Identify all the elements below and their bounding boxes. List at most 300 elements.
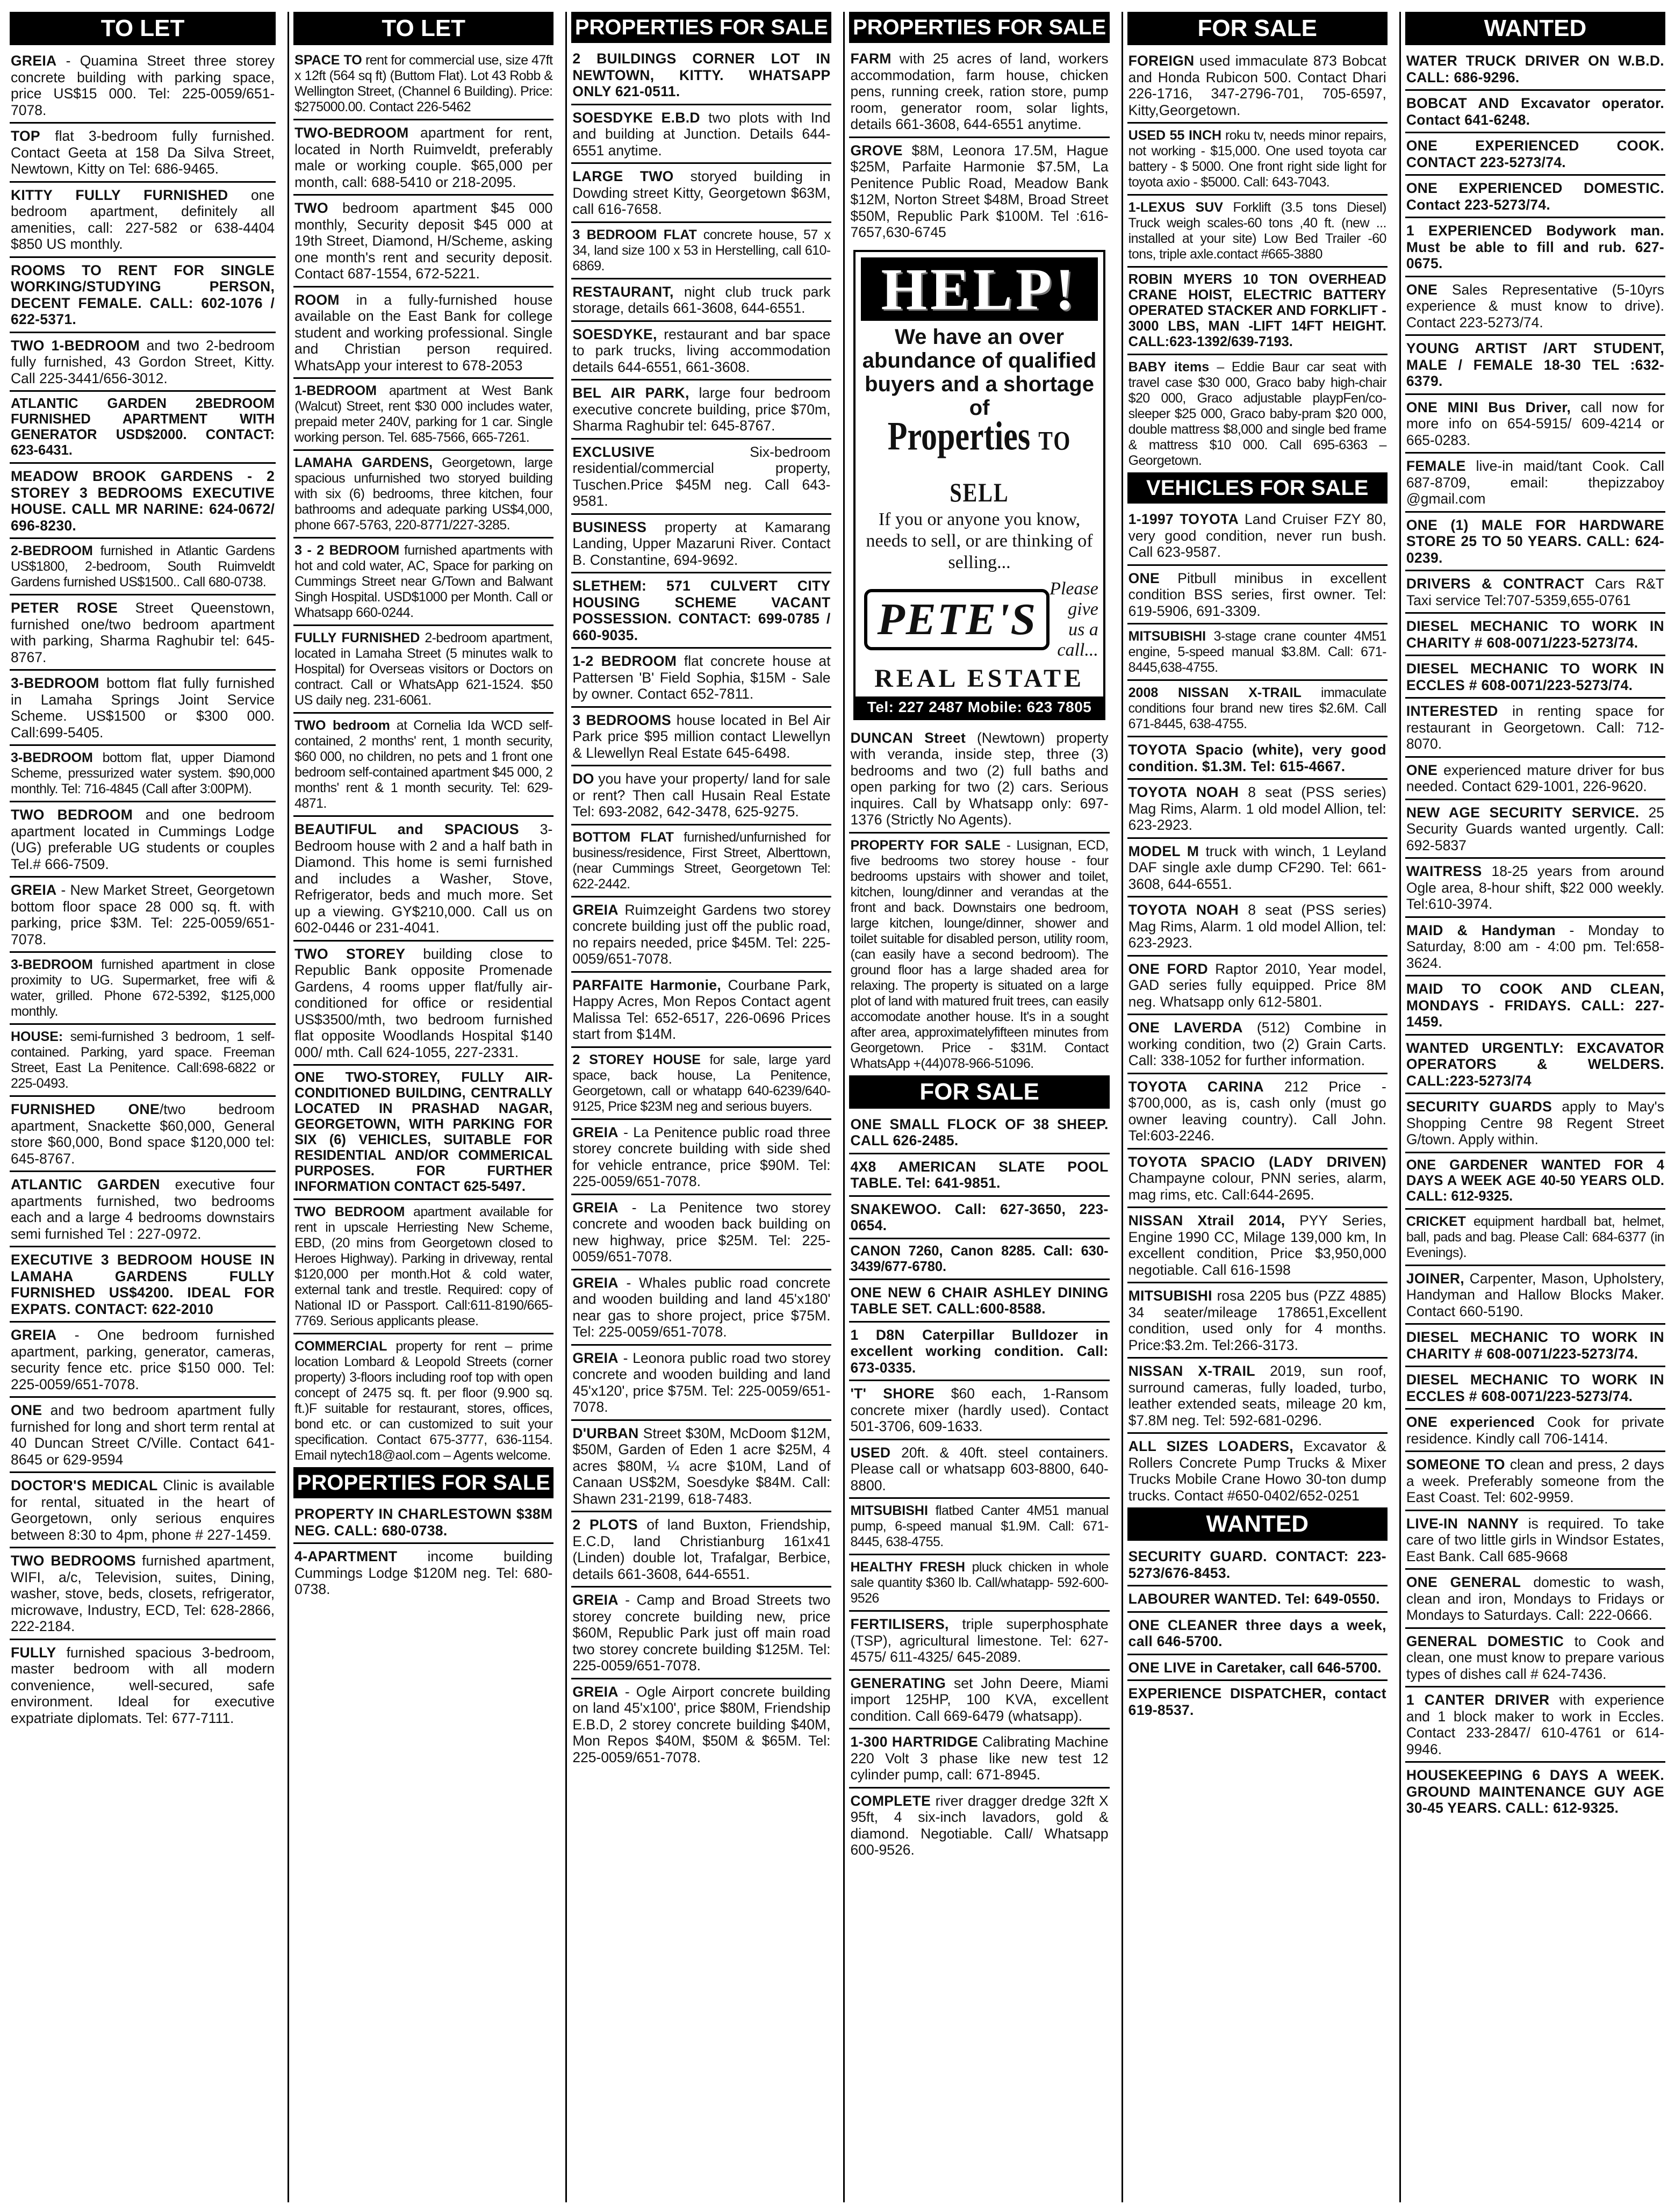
ad-keyword: ONE GENERAL	[1406, 1574, 1521, 1590]
classified-ad	[571, 897, 831, 973]
ad-keyword: MODEL M	[1128, 843, 1199, 859]
ad-text: Six-bedroom residential/commercial property, Tuschen.Price $45M neg. Call 643-9581.	[572, 443, 831, 509]
classified-ad	[571, 440, 831, 515]
ad-keyword: ONE LAVERDA	[1128, 1019, 1243, 1036]
ad-text: used immaculate 873 Bobcat and Honda Rubicon 500. Contact Dhari 226-1716, 347-2796-701, 705-6597, Kitty,Georgetown.	[1128, 53, 1386, 118]
ad-keyword: ATLANTIC GARDEN 2BEDROOM FURNISHED APARTMENT WITH GENERATOR USD$2000. CONTACT: 623-6431.	[11, 396, 275, 458]
ad-text: Sales Representative (5-10yrs experience & must know to drive). Contact 223-5273/74.	[1406, 281, 1664, 331]
help-advertisement	[853, 250, 1105, 720]
classified-ad	[1405, 758, 1665, 800]
classified-ad	[1127, 48, 1388, 124]
classified-ad	[1405, 1210, 1665, 1266]
ad-keyword: PROPERTY IN CHARLESTOWN $38M NEG. CALL: 680-0738.	[294, 1506, 553, 1539]
ad-keyword: MAID & Handyman	[1406, 922, 1556, 938]
ad-keyword: SNAKEWOO. Call: 627-3650, 223-0654.	[850, 1201, 1109, 1233]
ad-text: house located in Bel Air Park price $95 million contact Llewellyn & Llewellyn Real Estate 645-6498.	[572, 712, 831, 761]
ad-text: clean and press, 2 days a week. Preferably someone from the East Coast. Tel: 602-9959.	[1406, 1456, 1664, 1505]
classified-ad	[849, 1112, 1109, 1154]
ad-text: in Caretaker, call 646-5700.	[1196, 1659, 1382, 1676]
ad-keyword: MEADOW BROOK GARDENS - 2 STOREY 3 BEDROOMS EXECUTIVE HOUSE. CALL MR NARINE: 624-0672/ 696-8230.	[11, 468, 275, 534]
classified-ad	[1405, 1325, 1665, 1367]
ad-text: rosa 2205 bus (PZZ 4885) 34 seater/mileage 178651,Excellent condition, used only for 4 months. Price:$3.2m. Tel:266-3173.	[1128, 1288, 1386, 1353]
classified-ad	[1405, 1570, 1665, 1629]
ad-keyword: GREIA	[572, 1199, 619, 1216]
ad-text: apply to May's Shopping Centre 98 Regent Street G/town. Apply within.	[1406, 1098, 1664, 1147]
ad-keyword: JOINER,	[1406, 1270, 1464, 1287]
ad-text: - La Penitence two storey concrete and wooden back building on new highway, price $25M. Tel: 225-0059/651-7078.	[572, 1199, 831, 1265]
ad-keyword: 2 PLOTS	[572, 1517, 638, 1533]
classified-ad	[10, 1398, 276, 1473]
classified-ad	[10, 392, 276, 464]
classified-ad	[1127, 1655, 1388, 1682]
ad-keyword: ALL SIZES LOADERS,	[1128, 1438, 1293, 1454]
ad-text: furnished apartments with hot and cold water, AC, Space for parking on Cummings Street near G/Town and Balwant Singh Hospital. USD$1000 per Month. Call or Whatsapp 660-0244.	[294, 543, 553, 620]
classified-ad	[1405, 1367, 1665, 1410]
ad-keyword: SECURITY GUARDS	[1406, 1098, 1552, 1115]
ad-text: furnished apartment, WIFI, a/c, Television, suites, Dining, washer, stove, beds, closets, refrigerator, microwave, Industry, ECD, Tel: 628-2866, 222-2184.	[11, 1553, 275, 1634]
ad-text: Pitbull minibus in excellent condition BSS series, first owner. Tel: 619-5906, 691-3309.	[1128, 570, 1386, 619]
ad-keyword: 1 EXPERIENCED Bodywork man. Must be able to fill and rub. 627-0675.	[1406, 222, 1664, 271]
ad-text: Champayne colour, PNN series, alarm, mag rims, etc. Call:644-2695.	[1128, 1170, 1386, 1203]
ad-text: Calibrating Machine 220 Volt 3 phase like new test 12 cylinder pump, call: 671-8945.	[850, 1734, 1109, 1783]
classified-ad	[1127, 1613, 1388, 1655]
help-title: HELP!	[861, 257, 1097, 321]
classified-ad	[1127, 196, 1388, 268]
section-heading: FOR SALE	[1127, 12, 1388, 45]
ad-keyword: SLETHEM: 571 CULVERT CITY HOUSING SCHEME VACANT POSSESSION. CONTACT: 699-0785 / 660-9035.	[572, 578, 831, 643]
ad-keyword: LIVE-IN NANNY	[1406, 1515, 1519, 1532]
ad-keyword: HOUSEKEEPING 6 DAYS A WEEK. GROUND MAINTENANCE GUY AGE 30-45 YEARS. CALL: 612-9325.	[1406, 1767, 1664, 1816]
ad-text: Land Cruiser FZY 80, very good condition, never run bush. Call 623-9587.	[1128, 511, 1386, 560]
ad-keyword: MITSUBISHI	[850, 1503, 928, 1518]
ad-text: 8 seat (PSS series) Mag Rims, Alarm. 1 old model Allion, tel: 623-2923.	[1128, 902, 1386, 951]
ad-text: Courbane Park, Happy Acres, Mon Repos Contact agent Malissa Tel: 652-6517, 226-0696 Prices start from $14M.	[572, 976, 831, 1042]
ad-text: furnished spacious 3-bedroom, master bedroom with all modern convenience, well-secured, safe environment. Ideal for executive expatriate diplomats. Tel: 677-7111.	[11, 1644, 275, 1726]
ad-text: of land Buxton, Friendship, E.C.D, land Christianburg 161x41 (Linden) double lot, Trafalgar, Berbice, details 661-3608, 644-6551.	[572, 1517, 831, 1582]
classified-ad	[1127, 897, 1388, 957]
classified-ad	[571, 1120, 831, 1195]
classified-ad	[1405, 1410, 1665, 1452]
classified-ad	[293, 817, 553, 942]
ad-list	[293, 48, 553, 1467]
ad-keyword: PROPERTY FOR SALE	[850, 837, 1001, 853]
ad-text: property for rent – prime location Lombard & Leopold Streets (corner property) 3-floors including roof top with open concept of 2475 sq. ft. per floor (9.900 sq. ft.)F suitable for restaurant, stores, offices, bond etc. or can customized to suit your specification. Contact 675-3777, 636-1154. Email nytech18@aol.com – Agents welcome.	[294, 1339, 553, 1463]
ad-keyword: 1-1997 TOYOTA	[1128, 511, 1239, 527]
ad-text: is required. To take care of two little girls in Windsor Estates, East Bank. Call 685-9668	[1406, 1515, 1664, 1564]
classified-ad	[571, 223, 831, 279]
classified-ad	[849, 1499, 1109, 1555]
ad-keyword: SECURITY GUARD. CONTACT: 223-5273/676-8453.	[1128, 1548, 1386, 1581]
ad-keyword: 4X8 AMERICAN SLATE POOL TABLE. Tel: 641-9851.	[850, 1158, 1109, 1191]
classified-ad	[571, 708, 831, 767]
ad-keyword: ONE SMALL FLOCK OF 38 SHEEP. CALL 626-2485.	[850, 1116, 1109, 1148]
ad-keyword: YOUNG ARTIST /ART STUDENT, MALE / FEMALE 18-30 TEL :632-6379.	[1406, 340, 1664, 389]
ad-keyword: SOMEONE TO	[1406, 1456, 1505, 1473]
column-3	[565, 12, 831, 2202]
ad-text: furnished/unfurnished for business/residence, First Street, Alberttown, (near Cummings Street, Georgetown Tel: 622-2442.	[572, 829, 831, 892]
ad-text: - New Market Street, Georgetown bottom floor space 28 000 sq. ft. with parking, price $3M. Tel: 225-0059/651-7078.	[11, 882, 275, 947]
ad-text: and one bedroom apartment located in Cummings Lodge (UG) preferable UG students or couples Tel.# 666-7509.	[11, 807, 275, 872]
ad-text: and two 2-bedroom fully furnished, 43 Gordon Street, Kitty. Call 225-3441/656-3012.	[11, 337, 275, 386]
classified-ad	[10, 1172, 276, 1247]
ad-keyword: CRICKET	[1406, 1213, 1466, 1229]
classified-ad	[293, 1200, 553, 1334]
ad-text: - Whales public road concrete and wooden building and land 45'x180' near gas to shore project, price $75M. Tel: 225-0059/651-7078.	[572, 1274, 831, 1340]
ad-keyword: TOYOTA CARINA	[1128, 1078, 1264, 1095]
ad-text: - Monday to Saturday, 8:00 am - 4:00 pm. Tel:658-3624.	[1406, 922, 1664, 971]
ad-keyword: GREIA	[11, 882, 57, 898]
column-2	[287, 12, 553, 2202]
ad-keyword: LARGE TWO	[572, 168, 674, 184]
classified-ad	[571, 825, 831, 897]
ad-keyword: DOCTOR'S MEDICAL	[11, 1477, 158, 1493]
ad-keyword: GREIA	[572, 1349, 619, 1366]
ad-keyword: 1 D8N Caterpillar Bulldozer in excellent working condition. Call: 673-0335.	[850, 1326, 1109, 1376]
ad-keyword: SPACE TO	[294, 53, 362, 68]
classified-ad	[849, 1381, 1109, 1440]
ad-text: - La Penitence public road three storey concrete building with side shed for vehicle entrance, price $90M. Tel: 225-0059/651-7078.	[572, 1124, 831, 1189]
classified-ad	[571, 105, 831, 164]
classified-ad	[1405, 454, 1665, 513]
classified-ad	[849, 1154, 1109, 1197]
ad-keyword: COMMERCIAL	[294, 1339, 387, 1354]
classified-ad	[1127, 681, 1388, 737]
ad-text: Forklift (3.5 tons Diesel) Truck weigh scales-60 tons ,40 ft. (new ... installed at your site) Low Bed Trailer -60 tons, triple axle.contact #665-3880	[1128, 200, 1386, 262]
column-6	[1399, 12, 1665, 2202]
help-properties-word: Properties	[887, 413, 1031, 458]
ad-keyword: KITTY FULLY FURNISHED	[11, 186, 228, 203]
classified-ad	[1405, 1511, 1665, 1570]
ad-keyword: ONE	[1406, 281, 1438, 298]
ad-keyword: GENERAL DOMESTIC	[1406, 1633, 1564, 1649]
ad-list	[1127, 1544, 1388, 1722]
classified-ad	[571, 573, 831, 649]
ad-keyword: WATER TRUCK DRIVER ON W.B.D. CALL: 686-9296.	[1406, 53, 1664, 85]
ad-text: for sale, large yard space, back house, La Penitence, Georgetown, call or whatapp 640-6239/640-9125, Price $23M neg and serious buyers.	[572, 1052, 831, 1114]
ad-text: $60 each, 1-Ransom concrete mixer (hardly used). Contact 501-3706, 609-1633.	[850, 1385, 1109, 1434]
classified-ad	[10, 671, 276, 746]
ad-text: building close to Republic Bank opposite Promenade Gardens, 4 rooms upper flat/fully air-conditioned for office or residential US$3500/mth, two bedroom furnished flat opposite Woodlands Hospital $140 000/ mth. Call 624-1055, 227-2331.	[294, 945, 553, 1060]
ad-keyword: ROOMS TO RENT FOR SINGLE WORKING/STUDYING PERSON, DECENT FEMALE. CALL: 602-1076 / 622-5371.	[11, 262, 275, 327]
classified-ad	[1405, 1036, 1665, 1095]
ad-text: property at Kamarang Landing, Upper Mazaruni River. Contact B. Constantine, 694-9692.	[572, 519, 831, 568]
help-logo-row	[856, 573, 1103, 663]
classified-ad	[293, 451, 553, 538]
classified-ad	[571, 1679, 831, 1770]
classified-ad	[293, 120, 553, 196]
section-heading: TO LET	[293, 12, 553, 45]
classified-ad	[10, 953, 276, 1025]
ad-keyword: MAID TO COOK AND CLEAN, MONDAYS - FRIDAYS. CALL: 227-1459.	[1406, 981, 1664, 1030]
ad-text: Street $30M, McDoom $12M, $50M, Garden of Eden 1 acre $25M, 4 acres $80M, ¼ acre $10M, Land of Canaan US$2M, Soesdyke $84M. Call: Shawn 231-2199, 618-7483.	[572, 1425, 831, 1507]
ad-keyword: FULLY	[11, 1644, 56, 1661]
help-please-text: Please give us a call...	[1049, 578, 1098, 660]
classified-ad	[293, 288, 553, 379]
classified-ad	[849, 1239, 1109, 1280]
ad-text: concrete house, 57 x 34, land size 100 x 53 in Herstelling, call 610-6869.	[572, 227, 831, 274]
ad-keyword: DRIVERS & CONTRACT	[1406, 576, 1584, 592]
ad-text: 18-25 years from around Ogle area, 8-hour shift, $22 000 weekly. Tel:610-3974.	[1406, 863, 1664, 912]
ad-keyword: GREIA	[572, 1274, 619, 1291]
ad-keyword: 1-2 BEDROOM	[572, 653, 677, 669]
ad-keyword: PETER ROSE	[11, 600, 118, 616]
help-lead-text: We have an over abundance of qualified buyers and a shortage of	[862, 325, 1097, 420]
classified-ad	[1127, 839, 1388, 898]
ad-keyword: GREIA	[572, 1683, 619, 1700]
ad-text: to Cook and clean, one must know to prepare various types of dishes call # 624-7436.	[1406, 1633, 1664, 1682]
classified-ad	[293, 942, 553, 1066]
classified-ad	[849, 138, 1109, 245]
ad-keyword: SOESDYKE E.B.D	[572, 109, 700, 126]
classified-ad	[1127, 355, 1388, 472]
classified-ad	[1405, 918, 1665, 977]
ad-text: 3-Bedroom house with 2 and a half bath in Diamond. This home is semi furnished and includes a Washer, Stove, Refrigerator, beds and much more. Set up a viewing. GY$210,000. Call us on 602-0446 or 231-4041.	[294, 821, 553, 936]
ad-text: 2019, sun roof, surround cameras, fully loaded, turbo, leather extended seats, mileage 20 km, $7.8M neg. Tel: 592-681-0296.	[1128, 1363, 1386, 1428]
ad-keyword: FERTILISERS,	[850, 1616, 949, 1632]
classified-ad	[849, 46, 1109, 138]
classified-ad	[571, 322, 831, 381]
ad-keyword: ONE MINI Bus Driver,	[1406, 399, 1571, 415]
ad-keyword: DO	[572, 771, 594, 787]
ad-text: apartment at West Bank (Walcut) Street, rent $30 000 includes water, prepaid meter 240V, parking for 1 car. Single working person. Tel. 685-7566, 665-7261.	[294, 383, 553, 445]
ad-keyword: 2-BEDROOM	[11, 543, 93, 558]
ad-list	[293, 1502, 553, 1601]
classified-ad	[1405, 1094, 1665, 1153]
classified-ad	[1405, 1763, 1665, 1820]
help-telephone: Tel: 227 2487 Mobile: 623 7805	[856, 696, 1103, 718]
ad-keyword: TWO	[294, 200, 328, 216]
ad-keyword: ONE EXPERIENCED DOMESTIC. Contact 223-5273/74.	[1406, 180, 1664, 213]
ad-keyword: 4-APARTMENT	[294, 1548, 398, 1564]
classified-ad	[571, 279, 831, 322]
ad-keyword: EXCLUSIVE	[572, 443, 655, 460]
classified-ad	[1405, 1153, 1665, 1210]
ad-keyword: BUSINESS	[572, 519, 647, 535]
classified-ad	[1127, 780, 1388, 839]
classified-ad	[10, 1640, 276, 1730]
classified-ad	[1127, 268, 1388, 355]
ad-list	[1127, 507, 1388, 1507]
ad-text: restaurant and bar space to park trucks, living accommodation details 644-6551, 661-3608.	[572, 326, 831, 375]
ad-text: in renting space for restaurant in Georgetown. Call: 712-8070.	[1406, 703, 1664, 752]
classified-ad	[10, 183, 276, 258]
ad-text: flat 3-bedroom fully furnished. Contact Geeta at 158 Da Silva Street, Newtown, Kitty on Tel: 686-9465.	[11, 128, 275, 177]
ad-keyword: GREIA	[11, 53, 57, 69]
classified-ad	[571, 1270, 831, 1346]
ad-keyword: 1 CANTER DRIVER	[1406, 1692, 1550, 1708]
ad-text: with experience and 1 block maker to work in Eccles. Contact 233-2847/ 610-4761 or 614-9946.	[1406, 1692, 1664, 1757]
ad-keyword: ROOM	[294, 291, 340, 308]
ad-text: in a fully-furnished house available on the East Bank for college student and working professional. Single and Christian person required. WhatsApp your interest to 678-2053	[294, 291, 553, 374]
ad-text: set John Deere, Miami import 125HP, 100 KVA, excellent condition. Call 669-6479 (whatsapp).	[850, 1675, 1109, 1724]
ad-list	[849, 1112, 1109, 1862]
ad-text: 212 Price - $700,000, as is, cash only (must go owner leaving country). Call John. Tel:603-2246.	[1128, 1078, 1386, 1144]
ad-keyword: GENERATING	[850, 1675, 946, 1691]
ad-keyword: 'T' SHORE	[850, 1385, 935, 1402]
ad-keyword: TOYOTA SPACIO (LADY DRIVEN)	[1128, 1153, 1386, 1170]
ad-keyword: DIESEL MECHANIC TO WORK IN CHARITY # 608-0071/223-5273/74.	[1406, 1329, 1664, 1362]
ad-text: Raptor 2010, Year model, GAD series fully equipped. Price 8M neg. Whatsapp only 612-5801.	[1128, 960, 1386, 1010]
ad-keyword: TWO STOREY	[294, 945, 406, 962]
classified-ad	[849, 1197, 1109, 1239]
classified-ad	[10, 1548, 276, 1640]
ad-text: experienced mature driver for bus needed. Contact 629-1001, 226-9620.	[1406, 762, 1664, 794]
ad-keyword: DUNCAN Street	[850, 729, 966, 746]
classified-ad	[1127, 566, 1388, 625]
classified-ad	[1405, 1266, 1665, 1325]
classified-ad	[571, 1588, 831, 1679]
classified-ad	[1405, 336, 1665, 395]
ad-keyword: TOYOTA NOAH	[1128, 784, 1239, 800]
ad-keyword: FARM	[850, 51, 892, 67]
petes-logo: PETE'S	[864, 589, 1049, 650]
classified-ad	[1127, 1544, 1388, 1586]
ad-keyword: MITSUBISHI	[1128, 1288, 1212, 1304]
classified-ad	[1405, 133, 1665, 176]
classified-ad	[1127, 1074, 1388, 1150]
ad-keyword: TWO BEDROOMS	[11, 1553, 136, 1569]
ad-keyword: FEMALE	[1406, 458, 1466, 474]
classified-ad	[10, 48, 276, 124]
ad-text: - Ogle Airport concrete building on land 45'x100', price $80M, Friendship E.B.D, 2 storey concrete building $40M, Mon Repos $40M, $50M & $65M. Tel: 225-0059/651-7078.	[572, 1683, 831, 1765]
ad-text: bottom flat fully furnished in Lamaha Springs Joint Service Scheme. US$1500 or $300 000. Call:699-5405.	[11, 675, 275, 741]
ad-text: Excavator & Rollers Concrete Pump Trucks & Mixer Trucks Mobile Crane Howo 30-ton dump trucks. Contact #650-0402/652-0251	[1128, 1438, 1386, 1504]
classified-ad	[849, 1280, 1109, 1323]
ad-text: Ruimzeight Gardens two storey concrete building just off the public road, no repairs needed, price $45M. Tel: 225-0059/651-7078.	[572, 901, 831, 967]
ad-text: 8 seat (PSS series) Mag Rims, Alarm. 1 old model Allion, tel: 623-2923.	[1128, 784, 1386, 833]
classified-ad	[10, 258, 276, 333]
ad-text: Cars R&T Taxi service Tel:707-5359,655-0761	[1406, 576, 1664, 608]
ad-keyword: BABY items	[1128, 360, 1210, 375]
classified-ad	[849, 1612, 1109, 1671]
ad-keyword: TOP	[11, 128, 40, 144]
ad-keyword: TOYOTA Spacio (white), very good condition. $1.3M. Tel: 615-4667.	[1128, 742, 1386, 774]
ad-keyword: GREIA	[572, 1124, 619, 1140]
ad-keyword: ONE GARDENER WANTED FOR 4 DAYS A WEEK AGE 40-50 YEARS OLD. CALL: 612-9325.	[1406, 1157, 1664, 1204]
classified-ad	[1405, 277, 1665, 336]
ad-keyword: ONE TWO-STOREY, FULLY AIR-CONDITIONED BUILDING, CENTRALLY LOCATED IN PRASHAD NAGAR, GEORGETOWN, WITH PARKING FOR SIX (6) VEHICLES, SUITABLE FOR RESIDENTIAL AND/OR COMMERICAL PURPOSES. FOR FURTHER INFORMATION CONTACT 625-5497.	[294, 1070, 553, 1194]
ad-keyword: TWO-BEDROOM	[294, 125, 409, 141]
classified-ad	[1127, 507, 1388, 566]
ad-keyword: DIESEL MECHANIC TO WORK IN ECCLES # 608-0071/223-5273/74.	[1406, 1371, 1664, 1404]
ad-list	[1127, 48, 1388, 472]
ad-list	[849, 46, 1109, 245]
ad-keyword: ONE FORD	[1128, 960, 1208, 977]
classified-ad	[10, 1097, 276, 1172]
classified-ad	[1127, 1283, 1388, 1359]
ad-keyword: D'URBAN	[572, 1425, 639, 1441]
ad-keyword: USED	[850, 1444, 891, 1461]
ad-keyword: TOYOTA NOAH	[1128, 902, 1239, 918]
ad-text: 3-stage crane counter 4M51 engine, 5-speed manual $3.8M. Call: 671-8445,638-4755.	[1128, 629, 1386, 675]
classified-ad	[1405, 218, 1665, 277]
classified-ad	[1127, 1150, 1388, 1209]
classified-ad	[10, 878, 276, 953]
classified-ad	[571, 46, 831, 105]
classified-ad	[10, 539, 276, 595]
ad-keyword: ONE	[1406, 762, 1438, 778]
ad-text: night club truck park storage, details 661-3608, 644-6551.	[572, 283, 831, 316]
help-to-sell: TO SELL	[950, 425, 1072, 507]
ad-text: Clinic is available for rental, situated in the heart of Georgetown, only serious enquires between 8:30 to 4pm, phone # 227-1459.	[11, 1477, 275, 1543]
classified-ad	[1405, 614, 1665, 656]
ad-text: /two bedroom apartment, Snackette $60,000, General store $60,000, Bond space $120,000 tel: 645-8767.	[11, 1101, 275, 1167]
classified-ad	[293, 1502, 553, 1544]
ad-keyword: ONE	[1128, 570, 1160, 586]
classified-ad	[1127, 1359, 1388, 1434]
classified-ad	[849, 1323, 1109, 1382]
ad-keyword: ROBIN MYERS 10 TON OVERHEAD CRANE HOIST, ELECTRIC BATTERY OPERATED STACKER AND FORKLIFT - 3000 LBS, MAN -LIFT 14FT HEIGHT. CALL:623-1392/639-7193.	[1128, 272, 1386, 349]
ad-list	[571, 46, 831, 1769]
classified-ad	[293, 1066, 553, 1200]
ad-text: (Newtown) property with veranda, inside step, three (3) bedrooms and two (2) full baths and open parking for two (2) cars. Serious inquires. Call by Whatsapp only: 697-1376 (Strictly No Agents).	[850, 729, 1109, 828]
ad-text: apartment for rent, located in North Ruimveldt, preferably male or working couple. $65,000 per month, call: 688-5410 or 218-2095.	[294, 125, 553, 190]
ad-text: Cook for private residence. Kindly call 706-1414.	[1406, 1414, 1664, 1447]
classified-ad	[849, 726, 1109, 834]
ad-list	[849, 726, 1109, 1075]
ad-keyword: LAMAHA GARDENS,	[294, 455, 433, 470]
ad-keyword: HEALTHY FRESH	[850, 1560, 966, 1575]
ad-keyword: INTERESTED	[1406, 703, 1498, 719]
classified-ad	[1405, 395, 1665, 454]
classified-ad	[1127, 124, 1388, 196]
ad-keyword: 3-BEDROOM	[11, 750, 93, 765]
ad-keyword: 1-300 HARTRIDGE	[850, 1734, 979, 1750]
ad-text: (512) Combine in working condition, two (2) Grain Carts. Call: 338-1052 for further information.	[1128, 1019, 1386, 1068]
ad-keyword: DIESEL MECHANIC TO WORK IN ECCLES # 608-0071/223-5273/74.	[1406, 660, 1664, 693]
ad-list	[1405, 48, 1665, 1820]
classified-ad	[1405, 1629, 1665, 1688]
column-1	[10, 12, 276, 2202]
ad-keyword: ATLANTIC GARDEN	[11, 1176, 160, 1193]
ad-keyword: ONE	[11, 1402, 42, 1418]
ad-text: - Leonora public road two storey concrete and wooden building and land 45'x120', price $75M. Tel: 225-0059/651-7078.	[572, 1349, 831, 1415]
ad-keyword: NEW AGE SECURITY SERVICE.	[1406, 804, 1640, 821]
ad-text: - Quamina Street three storey concrete building with parking space, price US$15 000. Tel: 225-0059/651-7078.	[11, 53, 275, 118]
ad-keyword: 2008 NISSAN X-TRAIL	[1128, 685, 1302, 700]
help-real-estate: REAL ESTATE	[874, 664, 1085, 693]
ad-text: equipment hardball bat, helmet, ball, pads and bag. Please Call: 684-6377 (in Evenings).	[1406, 1213, 1664, 1260]
ad-keyword: 3 BEDROOM FLAT	[572, 227, 697, 242]
ad-keyword: COMPLETE	[850, 1792, 931, 1809]
ad-text: furnished in Atlantic Gardens US$1800, 2-bedroom, South Ruimveldt Gardens furnished US$1500.. Call 680-0738.	[11, 543, 275, 590]
classified-ad	[10, 333, 276, 392]
ad-keyword: 1-BEDROOM	[294, 383, 377, 398]
ad-keyword: TWO bedroom	[294, 718, 390, 733]
ad-keyword: BOBCAT AND Excavator operator. Contact 641-6248.	[1406, 95, 1664, 128]
classified-ad	[1405, 699, 1665, 758]
ad-keyword: BOTTOM FLAT	[572, 829, 674, 845]
classified-ad	[1127, 1434, 1388, 1507]
classified-ad	[10, 464, 276, 539]
ad-text: executive four apartments furnished, two bedrooms each and a large 4 bedrooms downstairs semi furnished Tel : 227-0972.	[11, 1176, 275, 1242]
classified-ad	[1405, 48, 1665, 91]
classified-ad	[849, 834, 1109, 1075]
ad-text: Street Queenstown, furnished one/two bedroom apartment with parking, Sharma Raghubir tel: 645-8767.	[11, 600, 275, 665]
classified-ad	[571, 164, 831, 223]
ad-keyword: TWO BEDROOM	[294, 1204, 405, 1219]
section-heading: VEHICLES FOR SALE	[1127, 472, 1388, 504]
section-heading: WANTED	[1127, 1507, 1388, 1541]
ad-text: domestic to wash, clean and iron, Mondays to Fridays or Mondays to Saturdays. Call: 222-0666.	[1406, 1574, 1664, 1623]
ad-keyword: 1-LEXUS SUV	[1128, 200, 1223, 215]
classified-ad	[10, 802, 276, 878]
classified-ad	[849, 1440, 1109, 1499]
ad-text: 2-bedroom apartment, located in Lamaha Street (5 minutes walk to Hospital) for Overseas visitors or Doctors on contract. Call or WhatsApp 621-1524. $50 US daily neg. 231-6061.	[294, 630, 553, 708]
classified-ad	[293, 1544, 553, 1601]
ad-keyword: ONE NEW 6 CHAIR ASHLEY DINING TABLE SET. CALL:600-8588.	[850, 1284, 1109, 1317]
ad-keyword: WAITRESS	[1406, 863, 1482, 879]
